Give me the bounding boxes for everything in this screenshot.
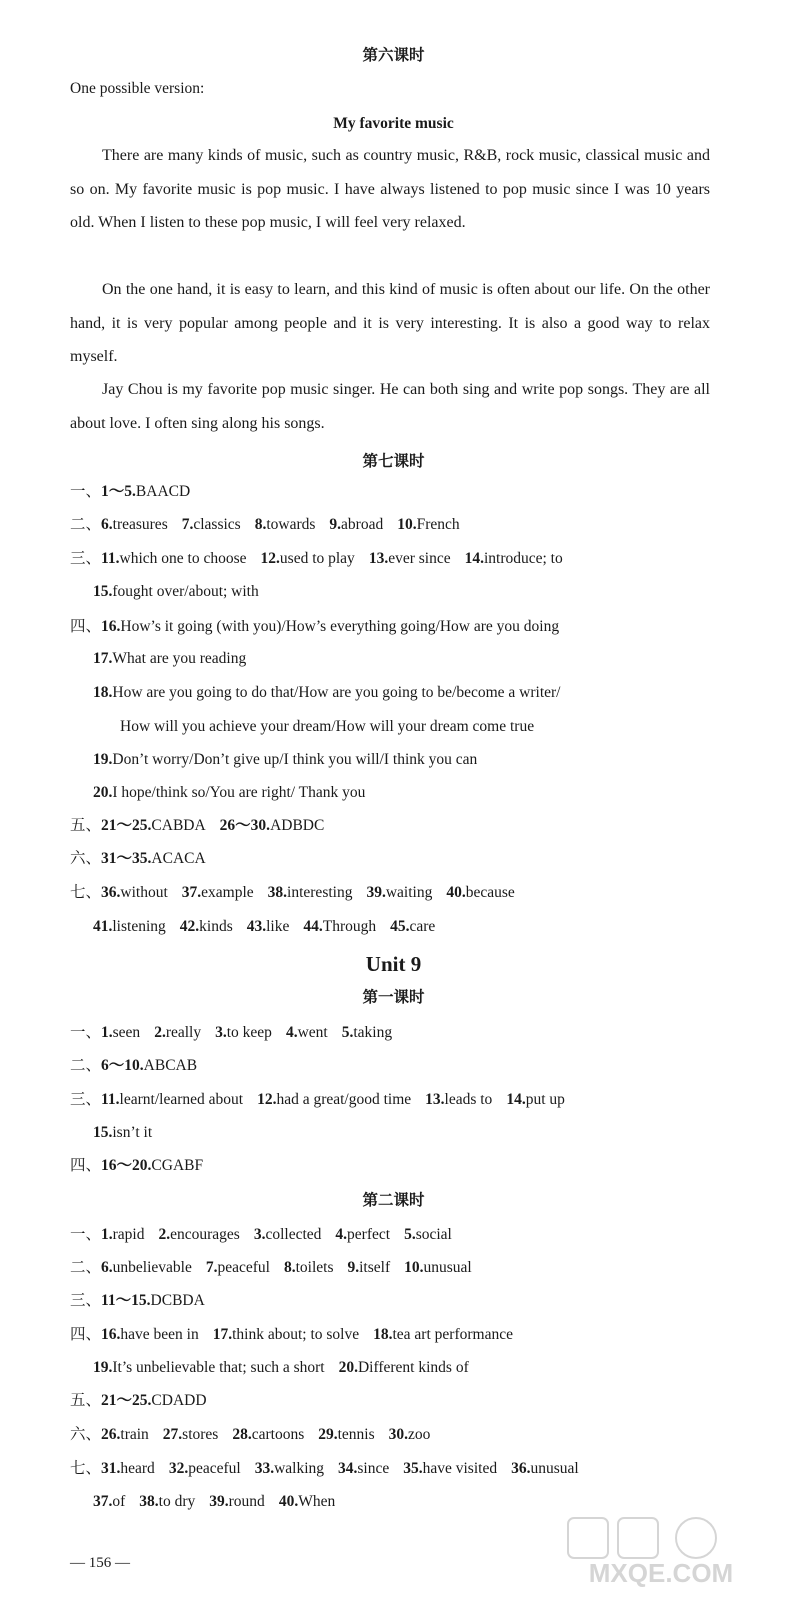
question-number: 40. (446, 884, 466, 901)
answer-line (70, 816, 324, 836)
answer-text: tea art performance (392, 1326, 513, 1343)
answer-text: taking (353, 1024, 393, 1041)
part-prefix: 二、 (70, 1259, 102, 1276)
answer-text: really (165, 1024, 202, 1041)
answer-text: I hope/think so/You are right/ Thank you (112, 784, 366, 801)
answer-line (70, 1425, 430, 1445)
answer-line (70, 1156, 203, 1176)
answer-text: had a great/good time (276, 1091, 412, 1108)
essay-paragraph-3 (70, 373, 710, 440)
question-number: 5. (404, 1226, 416, 1243)
section-title-lesson6: 第六课时 (362, 47, 425, 64)
answer-text: ever since (388, 550, 451, 567)
answer-text: listening (112, 918, 166, 935)
question-number: 33. (254, 1460, 275, 1477)
answer-text: leads to (444, 1091, 493, 1108)
answer-text: ABCAB (143, 1057, 198, 1074)
question-number: 29. (318, 1426, 338, 1443)
paragraph-text: On the one hand, it is easy to learn, and this kind of music is often about our life. On the other hand, it is very popular among people and it is very interesting. It is also a good way to relax myself. (70, 281, 710, 365)
question-number: 13. (368, 550, 389, 567)
answer-text: DCBDA (150, 1292, 205, 1309)
question-number: 40. (278, 1493, 299, 1510)
part-prefix: 七、 (70, 884, 102, 901)
question-number: 2. (154, 1024, 166, 1041)
answer-text: It’s unbelievable that; such a short (112, 1359, 325, 1376)
question-number: 9. (329, 516, 342, 533)
question-number: 43. (246, 918, 267, 935)
question-number: 9. (347, 1259, 360, 1276)
part-prefix: 七、 (70, 1460, 102, 1477)
answer-text: rapid (112, 1226, 145, 1243)
page-number: — 156 — (70, 1555, 130, 1571)
question-number: 36. (511, 1460, 531, 1477)
part-prefix: 四、 (70, 618, 102, 635)
question-number: 18. (373, 1326, 393, 1343)
question-number: 5. (341, 1024, 354, 1041)
answer-text: towards (266, 516, 316, 533)
question-number: 21～25. (101, 1392, 152, 1409)
question-number: 11. (101, 1091, 120, 1108)
question-number: 32. (168, 1460, 189, 1477)
watermark-logo (556, 1512, 766, 1592)
question-number: 20. (338, 1359, 358, 1376)
part-prefix: 五、 (70, 817, 102, 834)
question-number: 36. (101, 884, 121, 901)
question-number: 26～30. (219, 817, 271, 834)
essay-paragraph-1 (70, 139, 710, 240)
question-number: 6. (101, 1259, 113, 1276)
answer-text: seen (112, 1024, 141, 1041)
answer-line (93, 582, 259, 602)
answer-text: to dry (158, 1493, 196, 1510)
question-number: 10. (397, 516, 417, 533)
question-number: 3. (215, 1024, 227, 1041)
answer-line (70, 1258, 472, 1278)
answer-text: toilets (295, 1259, 334, 1276)
question-number: 34. (338, 1460, 358, 1477)
answer-text: ACACA (151, 850, 206, 867)
answer-line (93, 783, 365, 803)
answer-text: abroad (341, 516, 384, 533)
unit-title: Unit 9 (365, 952, 422, 976)
answer-text: round (228, 1493, 265, 1510)
answer-text: What are you reading (112, 650, 247, 667)
question-number: 37. (181, 884, 202, 901)
answer-line (93, 750, 477, 770)
answer-text: CDADD (151, 1392, 207, 1409)
answer-text: CABDA (151, 817, 206, 834)
answer-text: unbelievable (112, 1259, 192, 1276)
part-prefix: 四、 (70, 1326, 102, 1343)
question-number: 3. (253, 1226, 266, 1243)
question-number: 10. (404, 1259, 424, 1276)
answer-text: perfect (347, 1226, 391, 1243)
part-prefix: 五、 (70, 1392, 102, 1409)
paragraph-text: There are many kinds of music, such as country music, R&B, rock music, classical music and so on. My favorite music is pop music. I have always listened to pop music since I was 10 years old. When I listen to these pop music, I will feel very relaxed. (70, 147, 710, 231)
part-prefix: 三、 (70, 550, 102, 567)
section-title-lesson7: 第七课时 (362, 453, 425, 470)
part-prefix: 六、 (70, 1426, 102, 1443)
answer-text: train (120, 1426, 149, 1443)
answer-line (70, 1291, 205, 1311)
answer-text: which one to choose (119, 550, 247, 567)
part-prefix: 三、 (70, 1091, 102, 1108)
part-prefix: 三、 (70, 1292, 102, 1309)
question-number: 38. (139, 1493, 159, 1510)
question-number: 1. (101, 1226, 113, 1243)
question-number: 19. (93, 1359, 113, 1376)
question-number: 6. (101, 516, 113, 533)
question-number: 1. (101, 1024, 113, 1041)
question-number: 16. (101, 1326, 121, 1343)
answer-line (70, 482, 190, 502)
question-number: 1～5. (101, 483, 136, 500)
answer-text: example (201, 884, 254, 901)
watermark-text: MXQE.COM (588, 1558, 734, 1588)
answer-text: put up (525, 1091, 565, 1108)
answer-text: BAACD (135, 483, 191, 500)
question-number: 12. (260, 550, 280, 567)
question-number: 20. (93, 784, 113, 801)
answer-text: zoo (408, 1426, 431, 1443)
part-prefix: 四、 (70, 1157, 102, 1174)
section-title-unit9-lesson1: 第一课时 (362, 989, 425, 1006)
question-number: 14. (464, 550, 484, 567)
answer-line (70, 1056, 197, 1076)
question-number: 2. (158, 1226, 171, 1243)
section-title-unit9-lesson2: 第二课时 (362, 1192, 425, 1209)
answer-text: unusual (530, 1460, 579, 1477)
part-prefix: 二、 (70, 516, 102, 533)
answer-text: French (416, 516, 460, 533)
question-number: 30. (388, 1426, 409, 1443)
answer-text: interesting (287, 884, 353, 901)
question-number: 15. (93, 583, 113, 600)
question-number: 39. (209, 1493, 229, 1510)
answer-text: unusual (423, 1259, 472, 1276)
answer-text: Don’t worry/Don’t give up/I think you will/I think you can (112, 751, 478, 768)
essay-title: My favorite music (333, 115, 454, 132)
question-number: 14. (506, 1091, 526, 1108)
question-number: 44. (303, 918, 323, 935)
answer-text: used to play (279, 550, 355, 567)
part-prefix: 二、 (70, 1057, 102, 1074)
answer-text: collected (265, 1226, 322, 1243)
question-number: 31～35. (101, 850, 152, 867)
question-number: 8. (283, 1259, 296, 1276)
answer-line (93, 683, 560, 703)
answer-text: to keep (226, 1024, 272, 1041)
answer-line (70, 1023, 392, 1043)
question-number: 26. (101, 1426, 121, 1443)
answer-text: Through (322, 918, 377, 935)
question-number: 31. (101, 1460, 121, 1477)
part-prefix: 一、 (70, 483, 102, 500)
question-number: 18. (93, 684, 113, 701)
question-number: 27. (162, 1426, 183, 1443)
answer-text: tennis (337, 1426, 375, 1443)
question-number: 17. (212, 1326, 233, 1343)
question-number: 19. (93, 751, 113, 768)
answer-line (93, 1123, 152, 1143)
answer-line (70, 1459, 579, 1479)
question-number: 8. (254, 516, 267, 533)
answer-line (70, 515, 460, 535)
question-number: 12. (257, 1091, 277, 1108)
question-number: 35. (403, 1460, 423, 1477)
question-number: 17. (93, 650, 113, 667)
question-number: 4. (285, 1024, 298, 1041)
answer-line (70, 549, 563, 569)
paragraph-text: Jay Chou is my favorite pop music singer. He can both sing and write pop songs. They are all about love. I often sing along his songs. (70, 381, 710, 432)
question-number: 21～25. (101, 817, 152, 834)
answer-text: classics (193, 516, 241, 533)
answer-text: have been in (120, 1326, 199, 1343)
intro-line: One possible version: (70, 80, 205, 97)
answer-text: How are you going to do that/How are you going to be/become a writer/ (112, 684, 561, 701)
answer-text: Different kinds of (357, 1359, 469, 1376)
question-number: 15. (93, 1124, 113, 1141)
answer-line (70, 1225, 452, 1245)
answer-text: encourages (170, 1226, 240, 1243)
question-number: 16. (101, 618, 121, 635)
answer-line (70, 617, 559, 637)
answer-text: fought over/about; with (112, 583, 259, 600)
question-number: 16～20. (101, 1157, 152, 1174)
answer-text: of (112, 1493, 126, 1510)
answer-text: went (297, 1024, 328, 1041)
answer-text: peaceful (188, 1460, 241, 1477)
essay-paragraph-2 (70, 273, 710, 374)
answer-text: CGABF (151, 1157, 204, 1174)
answer-text: treasures (112, 516, 168, 533)
question-number: 28. (232, 1426, 252, 1443)
part-prefix: 一、 (70, 1024, 102, 1041)
answer-text: since (357, 1460, 390, 1477)
answer-text: social (415, 1226, 452, 1243)
question-number: 38. (267, 884, 288, 901)
answer-text: waiting (385, 884, 433, 901)
answer-line (93, 649, 246, 669)
answer-line (70, 849, 206, 869)
question-number: 4. (335, 1226, 348, 1243)
question-number: 13. (425, 1091, 445, 1108)
answer-line-continued: How will you achieve your dream/How will your dream come true (120, 718, 535, 735)
answer-text: kinds (199, 918, 233, 935)
question-number: 6～10. (101, 1057, 144, 1074)
answer-text: introduce; to (483, 550, 563, 567)
question-number: 42. (179, 918, 200, 935)
answer-text: because (465, 884, 515, 901)
question-number: 37. (93, 1493, 113, 1510)
answer-line (70, 1090, 565, 1110)
question-number: 41. (93, 918, 113, 935)
answer-text: walking (274, 1460, 324, 1477)
answer-text: think about; to solve (232, 1326, 360, 1343)
answer-text: When (298, 1493, 336, 1510)
answer-text: have visited (422, 1460, 498, 1477)
answer-line (70, 1325, 513, 1345)
answer-text: heard (120, 1460, 155, 1477)
answer-line (93, 917, 435, 937)
question-number: 39. (366, 884, 386, 901)
answer-line (70, 883, 515, 903)
answer-text: like (266, 918, 290, 935)
answer-line (93, 1358, 469, 1378)
answer-text: itself (359, 1259, 391, 1276)
answer-line (70, 1391, 207, 1411)
answer-text: How’s it going (with you)/How’s everything going/How are you doing (120, 618, 560, 635)
question-number: 7. (181, 516, 194, 533)
answer-text: care (409, 918, 436, 935)
answer-line (93, 1492, 335, 1512)
answer-text: isn’t it (112, 1124, 153, 1141)
answer-text: stores (182, 1426, 219, 1443)
answer-text: ADBDC (270, 817, 325, 834)
answer-text: cartoons (251, 1426, 305, 1443)
question-number: 11～15. (101, 1292, 151, 1309)
question-number: 11. (101, 550, 120, 567)
answer-text: without (120, 884, 168, 901)
part-prefix: 一、 (70, 1226, 102, 1243)
answer-text: learnt/learned about (119, 1091, 244, 1108)
answer-text: peaceful (217, 1259, 270, 1276)
part-prefix: 六、 (70, 850, 102, 867)
question-number: 7. (205, 1259, 218, 1276)
question-number: 45. (390, 918, 410, 935)
